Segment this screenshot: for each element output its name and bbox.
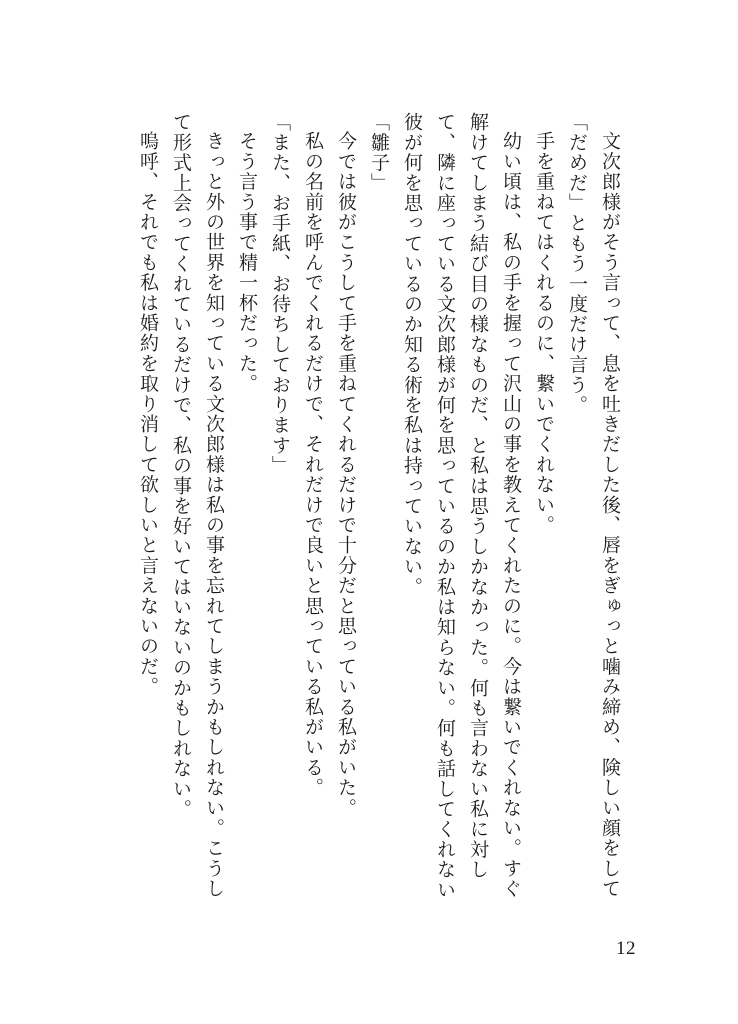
dialogue-letter: 「また、お手紙、お待ちしております」 (269, 112, 291, 476)
paragraph-5: 今では彼がこうして手を重ねてくれるだけで十分だと思っている私がいた。 (335, 131, 357, 818)
paragraph-1: 文次郎様がそう言って、息を吐きだした後、唇をぎゅっと噛み締め、険しい顔をして「だめだ」ともう一度だけ言う。 (566, 112, 621, 899)
vertical-text-body (131, 112, 626, 912)
paragraph-6: 私の名前を呼んでくれるだけで、それだけで良いと思っている私がいる。 (302, 131, 324, 798)
page-number: 12 (616, 938, 636, 959)
dialogue-hinako: 「雛子」 (368, 112, 390, 193)
paragraph-9: きっと外の世界を知っている文次郎様は私の事を忘れてしまうかもしれない。こうして形式上会ってくれているだけで、私の事を好いてはいないのかもしれない。 (170, 112, 225, 899)
paragraph-8: そう言う事で精一杯だった。 (236, 131, 258, 394)
paragraph-2: 手を重ねてはくれるのに、繋いでくれない。 (533, 131, 555, 535)
paragraph-10: 嗚呼、それでも私は婚約を取り消して欲しいと言えないのだ。 (137, 131, 159, 697)
paragraph-3: 幼い頃は、私の手を握って沢山の事を教えてくれたのに。今は繋いでくれない。すぐ解けてしまう結び目の様なものだ、と私は思うしかなかった。何も言わない私に対して、隣に座っている文次郎様が何を思っているのか私は知らない。何も話してくれない彼が何を思っているのか知る術を私は持っていない。 (401, 112, 522, 900)
